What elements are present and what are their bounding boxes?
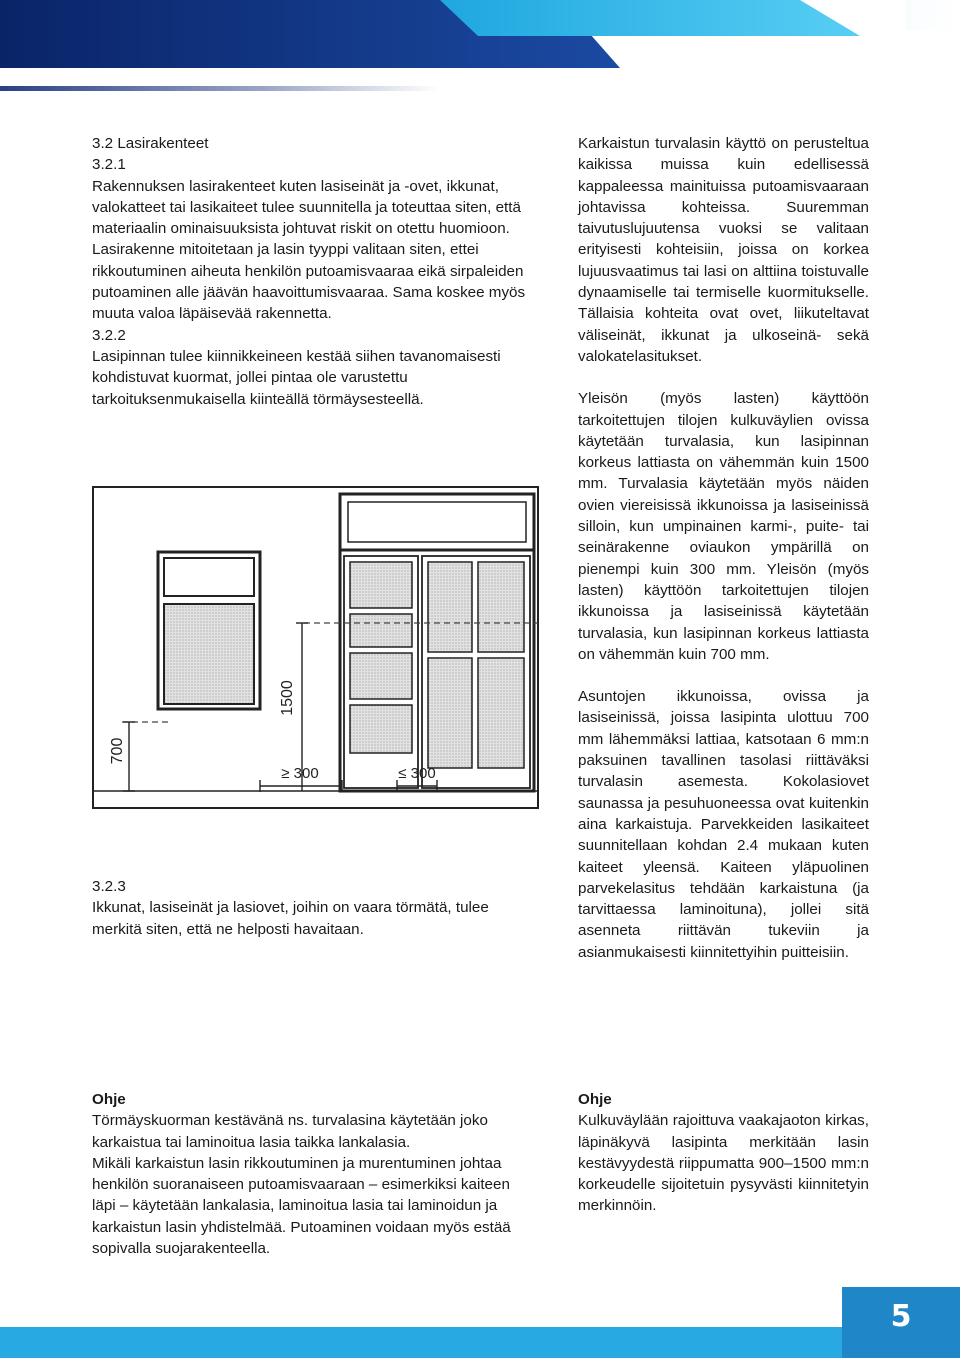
- left-window: [158, 552, 260, 709]
- section-323-text: Ikkunat, lasiseinät ja lasiovet, joihin on vaara törmätä, tulee merkitä siten, että ne helposti havaitaan.: [92, 899, 489, 938]
- right-paragraph-3: Asuntojen ikkunoissa, ovissa ja lasiseinissä, joissa lasipinta ulottuu 700 mm lähemmäksi lattiaa, katsotaan 6 mm:n paksuinen tavallinen tasolasi riittäväksi turvalasin asemesta. Kokolasiovet saunassa ja pesuhuoneessa ovat kuitenkin aina karkaistuja. Parvekkeiden lasikaiteet suunnitellaan kohdan 2.4 mukaan kuten kaiteet yleensä. Kaiteen yläpuolinen parvekelasitus tehdään karkaistuna (ja tarvittaessa laminoituna), jollei sitä asenneta riittävän tukeviin ja asianmukaisesti kiinnitettyihin puitteisiin.: [578, 688, 869, 961]
- dim-ge300-label: ≥ 300: [281, 765, 319, 782]
- transom-window: [340, 494, 534, 550]
- section-322-text: Lasipinnan tulee kiinnikkeineen kestää siihen tavanomaisesti kohdistuvat kuormat, jollei pintaa ole varustettu tarkoituksenmukaisella kiinteällä törmäysesteellä.: [92, 347, 501, 408]
- section-number-322: 3.2.2: [92, 326, 126, 344]
- footer-bar: [0, 1327, 842, 1358]
- dim-le300-label: ≤ 300: [398, 765, 436, 782]
- page-number: 5: [890, 1299, 912, 1334]
- guidance-right-p1: Kulkuväylään rajoittuva vaakajaoton kirkas, läpinäkyvä lasipinta merkitään lasin kestävyydestä riippumatta 900–1500 mm:n korkeudelle sijoitetuin pysyvästi kiinnitetyin merkinnöin.: [578, 1112, 869, 1215]
- guidance-right: [578, 1089, 869, 1217]
- guidance-right-title: Ohje: [578, 1091, 612, 1108]
- right-paragraph-1: Karkaistun turvalasin käyttö on perusteltua kaikissa muissa kuin edellisessä kappaleessa mainituissa putoamisvaaraan johtavissa kohteissa. Suuremman taivutuslujuutensa vuoksi se valitaan erityisesti kohteisiin, joissa on korkea lujuusvaatimus tai lasi on alttiina toistuvalle dynaamiselle tai termiselle kuormitukselle. Tällaisia kohteita ovat ovet, liikuteltavat väliseinät, ikkunat ja ulkoseinä- sekä valokatelasitukset.: [578, 135, 869, 365]
- guidance-left-p1: Törmäyskuorman kestävänä ns. turvalasina käytetään joko karkaistua tai laminoitua lasia taikka lankalasia.: [92, 1112, 488, 1151]
- section-323: [92, 876, 537, 940]
- section-number-323: 3.2.3: [92, 878, 126, 895]
- guidance-left: [92, 1089, 537, 1259]
- right-paragraph-2: Yleisön (myös lasten) käyttöön tarkoitettujen tilojen kulkuväylien ovissa käytetään turvalasia, kun lasipinnan korkeus lattiasta on vähemmän kuin 1500 mm. Turvalasia käytetään myös näiden ovien viereisissä ikkunoissa ja lasiseinissä silloin, kun umpinainen karmi-, puite- tai seinärakenne oviaukon ympärillä on pienempi kuin 300 mm. Yleisön (myös lasten) käyttöön tarkoitettujen tilojen ikkunoissa ja lasiseinissä käytetään turvalasia, kun lasipinnan korkeus lattiasta on vähemmän kuin 700 mm.: [578, 390, 869, 663]
- left-column: [92, 133, 537, 410]
- guidance-left-title: Ohje: [92, 1091, 126, 1108]
- dim-1500-label: 1500: [279, 680, 296, 716]
- left-door-leaf: [344, 556, 418, 788]
- header-banner: [0, 0, 960, 100]
- guidance-left-p2: Mikäli karkaistun lasin rikkoutuminen ja murentuminen johtaa henkilön suoranaiseen putoamisvaaraan – esimerkiksi kaiteen läpi – käytetään lankalasia, laminoitua lasia tai laminoidun ja karkaistun lasin yhdistelmää. Putoaminen voidaan myös estää sopivalla suojarakenteella.: [92, 1154, 511, 1258]
- section-heading: 3.2 Lasirakenteet: [92, 135, 209, 152]
- window-door-drawing: [92, 486, 542, 816]
- section-321-text: Rakennuksen lasirakenteet kuten lasiseinät ja -ovet, ikkunat, valokatteet tai lasikaiteet tulee suunnitella ja toteuttaa siten, että materiaalin ominaisuuksista johtuvat riskit on otettu huomioon. Lasirakenne mitoitetaan ja lasin tyyppi valitaan siten, ettei rikkoutuminen aiheuta henkilön putoamisvaaraa eikä sirpaleiden putoaminen alle jäävän haavoittumisvaaraa. Sama koskee myös muuta valoa läpäisevää rakennetta.: [92, 177, 526, 323]
- right-column: [578, 133, 869, 963]
- dim-700-label: 700: [109, 737, 126, 765]
- section-number-321: 3.2.1: [92, 156, 126, 174]
- header-rule: [0, 86, 440, 91]
